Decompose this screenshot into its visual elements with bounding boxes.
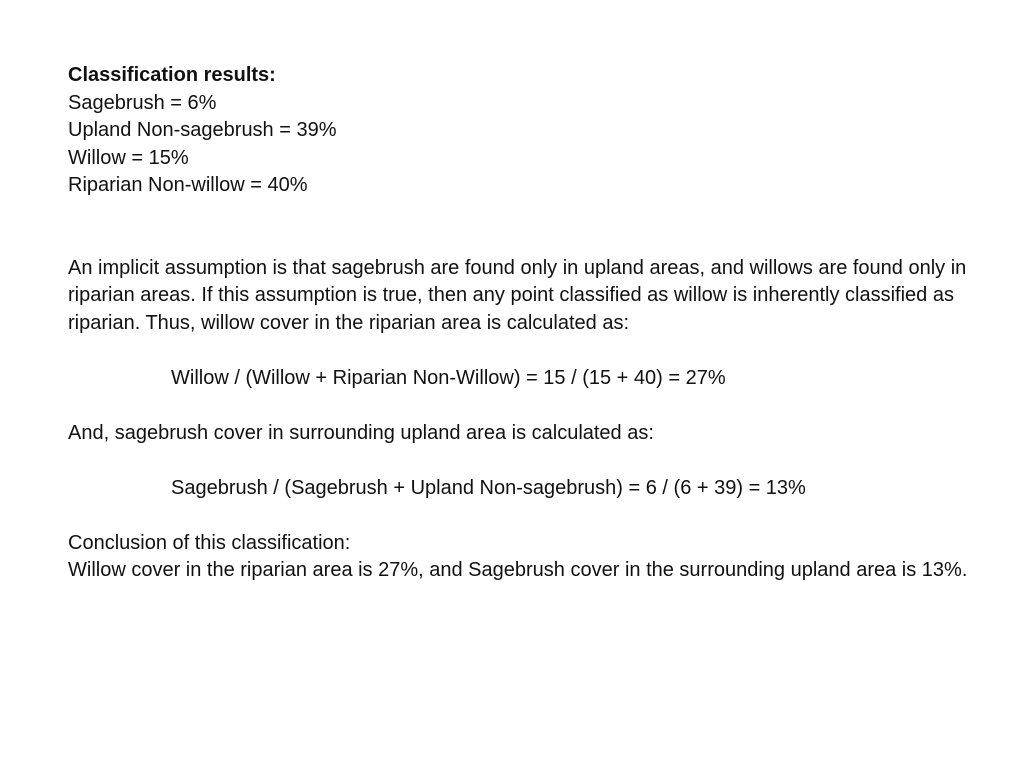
spacer — [68, 447, 998, 475]
sagebrush-intro: And, sagebrush cover in surrounding upland area is calculated as: — [68, 421, 654, 444]
result-willow: Willow = 15% — [68, 146, 189, 169]
classification-heading: Classification results: — [68, 64, 276, 86]
spacer — [68, 502, 998, 530]
assumption-paragraph: An implicit assumption is that sagebrush are found only in upland areas, and willows are found only in riparian areas. If this assumption is true, then any point classified as willow is inherently classified as riparian. Thus, willow cover in the riparian area is calculated as: — [68, 256, 967, 334]
conclusion-text: Willow cover in the riparian area is 27%, and Sagebrush cover in the surrounding upland area is 13%. — [68, 559, 968, 581]
spacer — [68, 200, 998, 255]
conclusion-heading: Conclusion of this classification: — [68, 531, 351, 554]
result-riparian-non-willow: Riparian Non-willow = 40% — [68, 174, 308, 196]
document-body — [68, 62, 998, 585]
result-upland-non-sagebrush: Upland Non-sagebrush = 39% — [68, 119, 337, 141]
willow-formula: Willow / (Willow + Riparian Non-Willow) = 15 / (15 + 40) = 27% — [171, 366, 726, 389]
spacer — [68, 392, 998, 420]
sagebrush-formula: Sagebrush / (Sagebrush + Upland Non-sagebrush) = 6 / (6 + 39) = 13% — [171, 476, 806, 499]
spacer — [68, 337, 998, 365]
result-sagebrush: Sagebrush = 6% — [68, 91, 217, 114]
